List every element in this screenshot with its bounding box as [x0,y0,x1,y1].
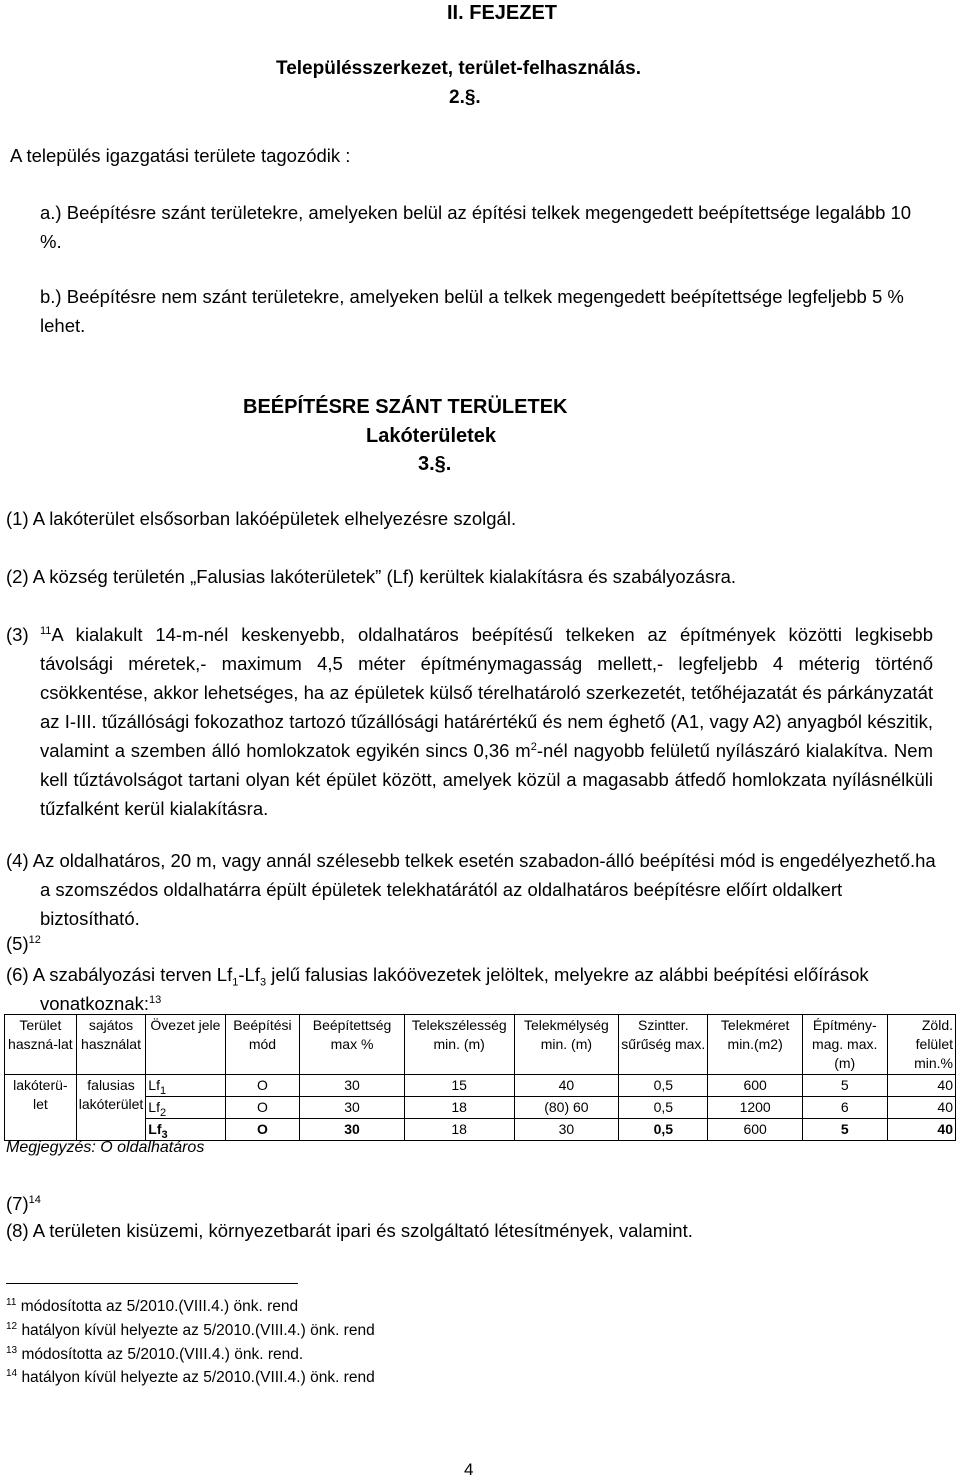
page-number: 4 [464,1460,474,1479]
header-cell: Telekméret min.(m2) [708,1015,803,1075]
paragraph-6-text-c: jelű falusias lakóövezetek jelöltek, melyekre az alábbi beépítési előírások vonatkoznak: [40,964,869,1014]
paragraph-6 [6,960,936,1018]
height-cell: 5 [802,1075,887,1097]
zone-cell: $Lf_1$ [146,1075,225,1097]
heading-residential: Lakóterületek [366,425,497,447]
area-use-cell: lakóterü-let [5,1075,77,1141]
section-2-marker: 2.§. [449,87,481,108]
paragraph-3 [40,620,933,823]
zoning-rules-table [4,1014,956,1141]
footnote-11: $^{11}$ módosította az 5/2010.(VIII.4.) önk. rend [6,1296,299,1315]
density-cell: 0,5 [619,1119,708,1141]
table-row [5,1119,956,1141]
header-cell: sajátos használat [76,1015,146,1075]
header-cell: Beépítettség max % [300,1015,405,1075]
green-cell: 40 [887,1097,955,1119]
paragraph-4: (4) Az oldalhatáros, 20 m, vagy annál szélesebb telkek esetén szabadon-álló beépítési mód is engedélyezhető.ha a szomszédos oldalhatárra épült épületek telekhatárától az oldalhatáros beépítésre előírt oldalkert biztosítható. [6,850,936,929]
mode-cell: O [225,1119,300,1141]
depth-cell: 40 [514,1075,619,1097]
height-cell: 6 [802,1097,887,1119]
paragraph-6-text-b: -Lf [238,964,260,985]
size-cell: 600 [708,1119,803,1141]
mode-cell: O [225,1097,300,1119]
depth-cell: (80) 60 [514,1097,619,1119]
density-cell: 0,5 [619,1097,708,1119]
paragraph-3-text-a: A kialakult 14-m-nél keskenyebb, oldalhatáros beépítésű telkeken az építmények közötti legkisebb távolsági méretek,- maximum 4,5 méter építménymagasság mellett,- legfeljebb 4 méterig történő csökkentése, akkor lehetséges, ha az épületek külső térelhatároló szerkezetét, tetőhéjazatát és párkányzatát az I-III. tűzállósági fokozathoz tartozó tűzállósági határértékű és nem éghető (A1, vagy A2) anyagból készitik, valamint a szemben álló homlokzatok egyikén sincs 0,36 m [40,624,933,761]
footnote-13: $^{13}$ módosította az 5/2010.(VIII.4.) önk. rend. [6,1344,304,1363]
paragraph-2: (2) A község területén „Falusias lakóterületek” (Lf) kerültek kialakításra és szabályozásra. [6,566,737,587]
size-cell: 600 [708,1075,803,1097]
footnote-ref-14: 14 [28,1193,41,1206]
table-header-row [5,1015,956,1075]
footnote-ref-11: 11 [40,624,52,637]
width-cell: 15 [404,1075,514,1097]
zone-sub-3: 3 [259,976,267,989]
special-use-cell: falusias lakóterület [76,1075,146,1141]
height-cell: 5 [802,1119,887,1141]
header-cell: Szintter. sűrűség max. [619,1015,708,1075]
paragraph-3-text-b: -nél nagyobb felületű nyílászáró kialakítva. Nem kell tűztávolságot tartani olyan két épület között, amelyek közül a magasabb átfedő homlokzata nyílásnélküli tűzfalként kerül kialakításra. [40,740,933,819]
header-cell: Terület haszná-lat [5,1015,77,1075]
green-cell: 40 [887,1075,955,1097]
density-cell: 0,5 [619,1075,708,1097]
coverage-cell: 30 [300,1097,405,1119]
coverage-cell: 30 [300,1119,405,1141]
zone-cell: $Lf_3$ [146,1119,225,1141]
header-cell: Építmény-mag. max.(m) [802,1015,887,1075]
header-cell: Beépítési mód [225,1015,300,1075]
footnote-14: $^{14}$ hatályon kívül helyezte az 5/2010.(VIII.4.) önk. rend [6,1367,375,1386]
item-a: a.) Beépítésre szánt területekre, amelyeken belül az építési telkek megengedett beépítettsége legalább 10 %. [40,202,912,252]
paragraph-6-text-a: (6) A szabályozási terven Lf [6,964,233,985]
paragraph-3-label: (3) [6,624,29,645]
chapter-title: Településszerkezet, terület-felhasználás. [276,58,642,79]
heading-built-areas: BEÉPÍTÉSRE SZÁNT TERÜLETEK [243,396,568,418]
size-cell: 1200 [708,1097,803,1119]
paragraph-5 [6,933,41,955]
paragraph-1: (1) A lakóterület elsősorban lakóépületek elhelyezésre szolgál. [6,508,517,529]
square-unit-sup: 2 [530,740,537,753]
coverage-cell: 30 [300,1075,405,1097]
table-row [5,1075,956,1097]
mode-cell: O [225,1075,300,1097]
header-cell: Telekszélesség min. (m) [404,1015,514,1075]
item-b: b.) Beépítésre nem szánt területekre, amelyeken belül a telkek megengedett beépítettsége legfeljebb 5 % lehet. [40,286,904,336]
footnote-ref-12: 12 [28,933,41,946]
footnote-ref-13: 13 [149,993,162,1006]
header-cell: Telekmélység min. (m) [514,1015,619,1075]
section-3-marker: 3.§. [418,453,452,475]
green-cell: 40 [887,1119,955,1141]
footnote-12: $^{12}$ hatályon kívül helyezte az 5/2010.(VIII.4.) önk. rend [6,1320,375,1339]
depth-cell: 30 [514,1119,619,1141]
footnote-divider [6,1283,298,1284]
table-note: Megjegyzés: O oldalhatáros [6,1139,205,1156]
width-cell: 18 [404,1119,514,1141]
header-cell: Zöld. felület min.% [887,1015,955,1075]
zone-cell: $Lf_2$ [146,1097,225,1119]
table-row [5,1097,956,1119]
header-cell: Övezet jele [146,1015,225,1075]
paragraph-5-label: (5) [6,933,29,954]
width-cell: 18 [404,1097,514,1119]
chapter-heading: II. FEJEZET [447,2,558,24]
paragraph-7-label: (7) [6,1193,29,1214]
paragraph-7 [6,1193,41,1215]
intro-text: A település igazgatási területe tagozódik : [10,145,351,166]
paragraph-8: (8) A területen kisüzemi, környezetbarát ipari és szolgáltató létesítmények, valamint. [6,1220,693,1241]
zone-sub-1: 1 [232,976,239,989]
